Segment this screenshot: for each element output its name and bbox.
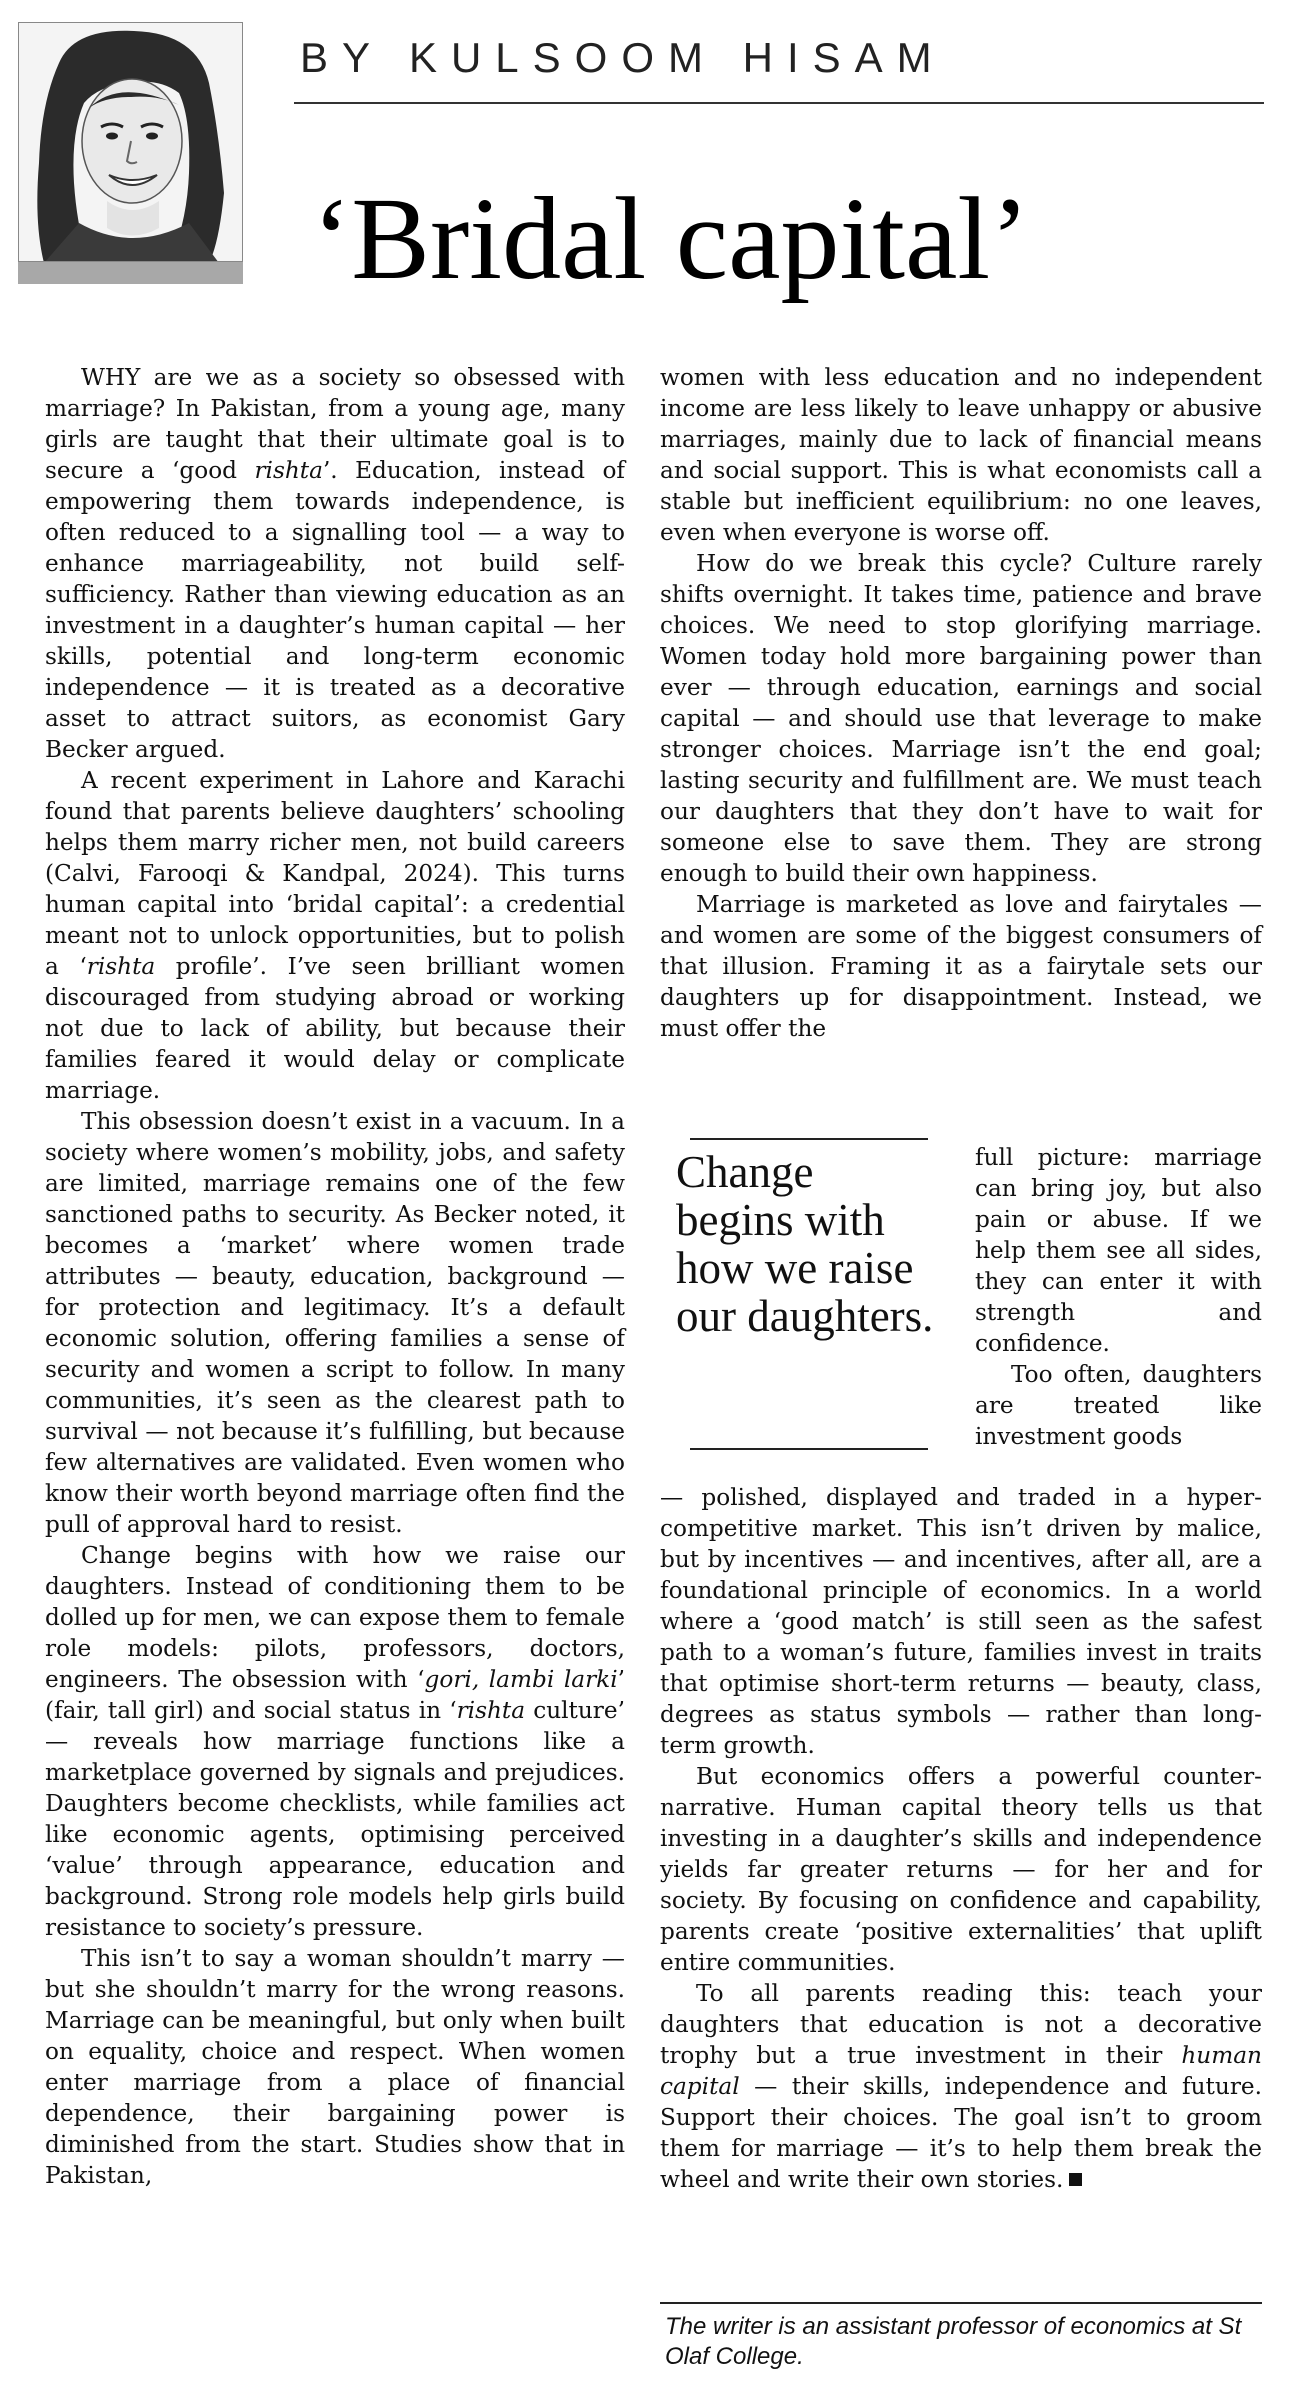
paragraph: But economics offers a powerful counter-narrative. Human capital theory tells us that investing in a daughter’s skills and independence yields far greater returns — for her and for society. By focusing on confidence and capability, parents create ‘positive externalities’ that uplift entire communities. <box>660 1763 1262 1976</box>
byline: BY KULSOOM HISAM <box>300 34 946 81</box>
author-portrait <box>18 22 243 262</box>
writer-note: The writer is an assistant professor of economics at St Olaf College. <box>665 2313 1242 2370</box>
paragraph: — polished, displayed and traded in a hyper-competitive market. This isn’t driven by malice, but by incentives — and incentives, after all, are a foundational principle of economics. In a world where a ‘good match’ is still seen as the safest path to a woman’s future, families invest in traits that optimise short-term returns — beauty, class, degrees as status symbols — rather than long-term growth. <box>660 1484 1262 1759</box>
pull-quote-rule-top <box>690 1138 928 1140</box>
pull-quote: Change begins with how we raise our daughters. <box>676 1147 934 1341</box>
paragraph: This isn’t to say a woman shouldn’t marry — but she shouldn’t marry for the wrong reasons. Marriage can be meaningful, but only when built on equality, choice and respect. When women enter marriage from a place of financial dependence, their bargaining power is diminished from the start. Studies show that in Pakistan, <box>45 1945 625 2189</box>
end-rule <box>660 2302 1262 2304</box>
paragraph: This obsession doesn’t exist in a vacuum. In a society where women’s mobility, jobs, and safety are limited, marriage remains one of the few sanctioned paths to security. As Becker noted, it becomes a ‘market’ where women trade attributes — beauty, education, background — for protection and legitimacy. It’s a default economic solution, offering families a sense of security and women a script to follow. In many communities, it’s seen as the clearest path to survival — not because it’s fulfilling, but because few alternatives are validated. Even women who know their worth beyond marriage often find the pull of approval hard to resist. <box>45 1108 625 1538</box>
paragraph: full picture: marriage can bring joy, but also pain or abuse. If we help them see all sides, they can enter it with strength and confidence. <box>975 1144 1262 1357</box>
paragraph: WHY are we as a society so obsessed with marriage? In Pakistan, from a young age, many girls are taught that their ultimate goal is to secure a ‘good rishta’. Education, instead of empowering them towards independence, is often reduced to a signalling tool — a way to enhance marriageability, not build self-sufficiency. Rather than viewing education as an investment in a daughter’s human capital — her skills, potential and long-term economic independence — it is treated as a decorative asset to attract suitors, as economist Gary Becker argued. <box>45 364 625 763</box>
pull-quote-rule-bottom <box>690 1448 928 1450</box>
portrait-shade-bar <box>18 262 243 284</box>
headline: ‘Bridal capital’ <box>312 173 1030 304</box>
paragraph: How do we break this cycle? Culture rarely shifts overnight. It takes time, patience and brave choices. We need to stop glorifying marriage. Women today hold more bargaining power than ever — through education, earnings and social capital — and should use that leverage to make stronger choices. Marriage isn’t the end goal; lasting security and fulfillment are. We must teach our daughters that they don’t have to wait for someone else to save them. They are strong enough to build their own happiness. <box>660 550 1262 887</box>
byline-rule <box>294 102 1264 104</box>
end-mark-icon <box>1069 2173 1082 2186</box>
right-column-top <box>660 362 1262 1044</box>
paragraph: Too often, daughters are treated like investment goods <box>975 1361 1262 1450</box>
paragraph: Marriage is marketed as love and fairytales — and women are some of the biggest consumers of that illusion. Framing it as a fairytale sets our daughters up for disappointment. Instead, we must offer the <box>660 891 1262 1042</box>
paragraph: A recent experiment in Lahore and Karachi found that parents believe daughters’ schooling helps them marry richer men, not build careers (Calvi, Farooqi & Kandpal, 2024). This turns human capital into ‘bridal capital’: a credential meant not to unlock opportunities, but to polish a ‘rishta profile’. I’ve seen brilliant women discouraged from studying abroad or working not due to lack of ability, but because their families feared it would delay or complicate marriage. <box>45 767 625 1104</box>
right-column-bottom <box>660 1482 1262 2195</box>
paragraph: To all parents reading this: teach your daughters that education is not a decorative trophy but a true investment in their human capital — their skills, independence and future. Support their choices. The goal isn’t to groom them for marriage — it’s to help them break the wheel and write their own stories. <box>660 1980 1262 2193</box>
right-column-wrap <box>975 1142 1262 1452</box>
left-column <box>45 362 625 2191</box>
paragraph: Change begins with how we raise our daughters. Instead of conditioning them to be dolled up for men, we can expose them to female role models: pilots, professors, doctors, engineers. The obsession with ‘gori, lambi larki’ (fair, tall girl) and social status in ‘rishta culture’ — reveals how marriage functions like a marketplace governed by signals and prejudices. Daughters become checklists, while families act like economic agents, optimising perceived ‘value’ through appearance, education and background. Strong role models help girls build resistance to society’s pressure. <box>45 1542 626 1941</box>
author-portrait-drawing <box>19 23 243 262</box>
paragraph: women with less education and no independent income are less likely to leave unhappy or abusive marriages, mainly due to lack of financial means and social support. This is what economists call a stable but inefficient equilibrium: no one leaves, even when everyone is worse off. <box>660 364 1262 546</box>
